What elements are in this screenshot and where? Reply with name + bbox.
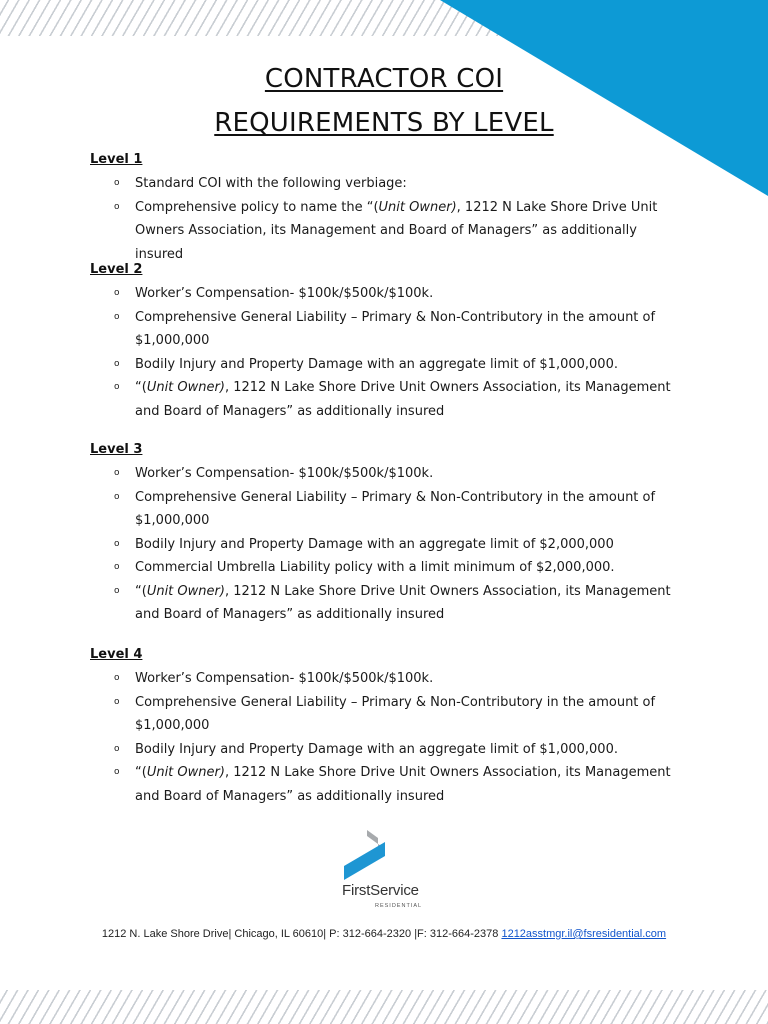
circle-bullet-icon: o (114, 201, 120, 212)
list-item-text: , 1212 N Lake Shore Drive Unit Owners Association, its Management and Board of Managers” as additionally insured (135, 583, 671, 622)
list-item-text: Bodily Injury and Property Damage with an aggregate limit of $1,000,000. (135, 741, 618, 757)
circle-bullet-icon: o (114, 468, 120, 478)
list-item-emphasis: Unit Owner) (146, 380, 225, 395)
circle-bullet-icon: o (114, 673, 120, 683)
list-item (90, 282, 680, 306)
footer-contact (0, 928, 768, 940)
logo-wordmark: FirstService (342, 882, 419, 899)
circle-bullet-icon: o (114, 538, 120, 549)
requirement-list (90, 282, 680, 423)
list-item (90, 462, 680, 486)
requirement-list (90, 462, 680, 627)
list-item-text: , 1212 N Lake Shore Drive Unit Owners Association, its Management and Board of Managers” as additionally insured (135, 199, 658, 262)
list-item-text: Comprehensive General Liability – Primary & Non-Contributory in the amount of $1,000,000 (135, 694, 656, 733)
list-item (90, 353, 680, 377)
list-item-text: Standard COI with the following verbiage: (135, 176, 407, 191)
document-title-line1: CONTRACTOR COI (264, 64, 504, 94)
list-item (90, 556, 680, 580)
list-item-text: , 1212 N Lake Shore Drive Unit Owners Association, its Management and Board of Managers” as additionally insured (135, 765, 671, 804)
circle-bullet-icon: o (114, 562, 120, 572)
circle-bullet-icon: o (114, 311, 120, 322)
list-item-text: Worker’s Compensation- $100k/$500k/$100k. (135, 286, 434, 301)
list-item-emphasis: Unit Owner) (146, 583, 225, 599)
circle-bullet-icon: o (114, 696, 120, 707)
list-item (90, 486, 680, 533)
level-heading: Level 3 (90, 442, 143, 457)
level-1-section (90, 148, 680, 266)
circle-bullet-icon: o (114, 743, 120, 754)
circle-bullet-icon: o (114, 491, 120, 502)
list-item-text: “( (135, 380, 147, 395)
list-item-text: Bodily Injury and Property Damage with an aggregate limit of $2,000,000 (135, 536, 614, 552)
list-item (90, 172, 680, 196)
circle-bullet-icon: o (114, 178, 120, 188)
list-item (90, 738, 680, 762)
list-item-text: Worker’s Compensation- $100k/$500k/$100k. (135, 671, 434, 686)
list-item-emphasis: Unit Owner) (146, 765, 225, 780)
circle-bullet-icon: o (114, 585, 120, 596)
list-item-text: “( (135, 765, 147, 780)
footer-email-link[interactable]: 1212asstmgr.il@fsresidential.com (501, 928, 667, 940)
list-item-text: Comprehensive General Liability – Primary & Non-Contributory in the amount of $1,000,000 (135, 489, 656, 528)
level-2-section (90, 258, 680, 423)
list-item (90, 667, 680, 691)
list-item-text: Worker’s Compensation- $100k/$500k/$100k. (135, 466, 434, 481)
circle-bullet-icon: o (114, 767, 120, 777)
list-item-text: Comprehensive General Liability – Primary & Non-Contributory in the amount of $1,000,000 (135, 309, 656, 348)
circle-bullet-icon: o (114, 382, 120, 392)
level-3-section (90, 438, 680, 627)
list-item-text: Commercial Umbrella Liability policy with a limit minimum of $2,000,000. (135, 560, 615, 575)
footer-address: 1212 N. Lake Shore Drive| Chicago, IL 60610| P: 312-664-2320 |F: 312-664-2378 (101, 928, 502, 940)
level-heading: Level 4 (90, 647, 143, 662)
circle-bullet-icon: o (114, 358, 120, 369)
list-item (90, 376, 680, 423)
level-4-section (90, 643, 680, 808)
list-item (90, 306, 680, 353)
level-heading: Level 2 (90, 262, 143, 277)
document-title-line2: REQUIREMENTS BY LEVEL (214, 108, 554, 138)
logo-subtitle: RESIDENTIAL (375, 903, 423, 909)
list-item (90, 196, 680, 267)
list-item (90, 533, 680, 557)
circle-bullet-icon: o (114, 288, 120, 298)
list-item-emphasis: Unit Owner) (378, 199, 457, 215)
requirement-list (90, 667, 680, 808)
list-item (90, 761, 680, 808)
list-item (90, 691, 680, 738)
list-item (90, 580, 680, 627)
list-item-text: Bodily Injury and Property Damage with an aggregate limit of $1,000,000. (135, 356, 618, 372)
requirement-list (90, 172, 680, 266)
list-item-text: “( (135, 583, 147, 599)
list-item-text: Comprehensive policy to name the “( (135, 199, 379, 215)
bottom-hatch-band (0, 990, 768, 1024)
level-heading: Level 1 (90, 152, 143, 167)
list-item-text: , 1212 N Lake Shore Drive Unit Owners Association, its Management and Board of Managers” as additionally insured (135, 380, 671, 419)
